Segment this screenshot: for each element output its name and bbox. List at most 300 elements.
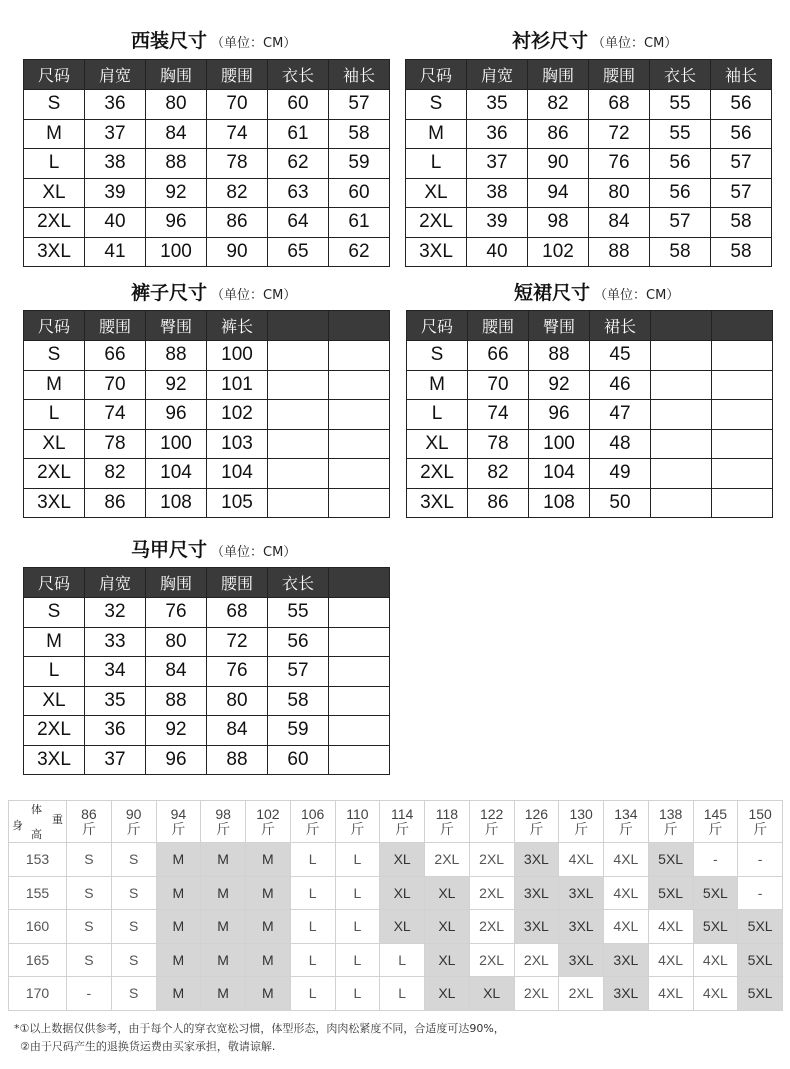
table-row bbox=[407, 370, 773, 400]
measurement-cell: 92 bbox=[146, 370, 207, 400]
height-cell: 165 bbox=[9, 943, 67, 977]
measurement-cell: 92 bbox=[146, 716, 207, 746]
measurement-cell: 74 bbox=[85, 400, 146, 430]
measurement-cell bbox=[712, 429, 773, 459]
column-header: 臀围 bbox=[146, 311, 207, 341]
table-row bbox=[406, 149, 772, 179]
recommended-size-cell: L bbox=[290, 843, 335, 877]
measurement-cell: 96 bbox=[146, 400, 207, 430]
measurement-cell: 34 bbox=[85, 657, 146, 687]
shirt-size-block bbox=[405, 26, 771, 270]
table-row bbox=[406, 237, 772, 267]
weight-header-cell bbox=[290, 801, 335, 843]
measurement-cell: 36 bbox=[85, 90, 146, 120]
measurement-cell: 94 bbox=[528, 178, 589, 208]
height-cell: 170 bbox=[9, 977, 67, 1011]
column-header bbox=[651, 311, 712, 341]
vest-size-title bbox=[131, 535, 296, 565]
recommended-size-cell: M bbox=[246, 910, 291, 944]
recommended-size-cell: - bbox=[738, 876, 783, 910]
measurement-cell: 90 bbox=[207, 237, 268, 267]
column-header bbox=[329, 568, 390, 598]
measurement-cell: 39 bbox=[467, 208, 528, 238]
measurement-cell bbox=[329, 370, 390, 400]
recommended-size-cell: S bbox=[67, 943, 112, 977]
column-header: 胸围 bbox=[146, 568, 207, 598]
recommended-size-cell: M bbox=[201, 977, 246, 1011]
measurement-cell: 58 bbox=[268, 686, 329, 716]
recommended-size-cell: M bbox=[156, 910, 201, 944]
measurement-cell: 56 bbox=[650, 178, 711, 208]
table-row bbox=[24, 459, 390, 489]
measurement-cell: 36 bbox=[467, 119, 528, 149]
measurement-cell: 64 bbox=[268, 208, 329, 238]
table-row bbox=[24, 341, 390, 371]
measurement-cell: 86 bbox=[85, 488, 146, 518]
measurement-cell: 104 bbox=[207, 459, 268, 489]
height-weight-size-reference-table bbox=[8, 800, 783, 1011]
measurement-cell: 102 bbox=[528, 237, 589, 267]
recommended-size-cell: 2XL bbox=[559, 977, 604, 1011]
weight-unit: 斤 bbox=[305, 820, 320, 837]
weight-header-cell bbox=[246, 801, 291, 843]
measurement-cell: 96 bbox=[146, 208, 207, 238]
measurement-cell: 88 bbox=[529, 341, 590, 371]
weight-unit: 斤 bbox=[529, 820, 544, 837]
recommended-size-cell: S bbox=[111, 843, 156, 877]
measurement-cell: 40 bbox=[467, 237, 528, 267]
recommended-size-cell: 4XL bbox=[604, 876, 649, 910]
size-label-cell: 3XL bbox=[24, 488, 85, 518]
skirt-title-text: 短裙尺寸 bbox=[514, 282, 591, 304]
column-header: 衣长 bbox=[268, 568, 329, 598]
weight-value: 134 bbox=[614, 805, 638, 822]
measurement-cell: 59 bbox=[329, 149, 390, 179]
measurement-cell bbox=[712, 400, 773, 430]
recommended-size-cell: - bbox=[693, 843, 738, 877]
recommended-size-cell: L bbox=[335, 943, 380, 977]
recommended-size-cell: XL bbox=[425, 943, 470, 977]
reference-row bbox=[9, 876, 783, 910]
measurement-cell: 56 bbox=[268, 627, 329, 657]
recommended-size-cell: L bbox=[335, 843, 380, 877]
table-row bbox=[407, 400, 773, 430]
measurement-cell: 82 bbox=[528, 90, 589, 120]
recommended-size-cell: XL bbox=[469, 977, 514, 1011]
pants-unit-label: （单位：CM） bbox=[211, 288, 297, 303]
measurement-cell: 103 bbox=[207, 429, 268, 459]
measurement-cell: 101 bbox=[207, 370, 268, 400]
recommended-size-cell: 2XL bbox=[514, 943, 559, 977]
recommended-size-cell: M bbox=[246, 876, 291, 910]
measurement-cell: 35 bbox=[85, 686, 146, 716]
measurement-cell: 56 bbox=[650, 149, 711, 179]
weight-value: 114 bbox=[390, 805, 414, 822]
size-notes bbox=[14, 1020, 505, 1056]
skirt-unit-label: （单位：CM） bbox=[594, 288, 680, 303]
size-label-cell: XL bbox=[24, 429, 85, 459]
size-label-cell: M bbox=[24, 627, 85, 657]
column-header: 腰围 bbox=[589, 60, 650, 90]
measurement-cell: 60 bbox=[329, 178, 390, 208]
measurement-cell bbox=[329, 657, 390, 687]
recommended-size-cell: M bbox=[156, 977, 201, 1011]
table-row bbox=[24, 149, 390, 179]
measurement-cell: 55 bbox=[268, 598, 329, 628]
recommended-size-cell: S bbox=[111, 876, 156, 910]
measurement-cell bbox=[268, 341, 329, 371]
measurement-cell: 84 bbox=[146, 119, 207, 149]
weight-header-cell bbox=[67, 801, 112, 843]
weight-header-cell bbox=[201, 801, 246, 843]
measurement-cell: 80 bbox=[146, 627, 207, 657]
column-header: 袖长 bbox=[329, 60, 390, 90]
measurement-cell: 74 bbox=[468, 400, 529, 430]
measurement-cell: 76 bbox=[589, 149, 650, 179]
recommended-size-cell: XL bbox=[425, 876, 470, 910]
recommended-size-cell: S bbox=[111, 943, 156, 977]
recommended-size-cell: S bbox=[67, 910, 112, 944]
measurement-cell: 38 bbox=[467, 178, 528, 208]
pants-size-title bbox=[131, 278, 296, 308]
weight-value: 150 bbox=[748, 805, 772, 822]
table-row bbox=[24, 237, 390, 267]
measurement-cell: 86 bbox=[528, 119, 589, 149]
measurement-cell: 46 bbox=[590, 370, 651, 400]
measurement-cell: 49 bbox=[590, 459, 651, 489]
measurement-cell: 72 bbox=[589, 119, 650, 149]
measurement-cell: 82 bbox=[207, 178, 268, 208]
recommended-size-cell: 4XL bbox=[648, 943, 693, 977]
recommended-size-cell: L bbox=[380, 943, 425, 977]
recommended-size-cell: L bbox=[335, 977, 380, 1011]
vest-unit-label: （单位：CM） bbox=[211, 545, 297, 560]
measurement-cell bbox=[268, 370, 329, 400]
skirt-size-title bbox=[514, 278, 679, 308]
recommended-size-cell: 2XL bbox=[514, 977, 559, 1011]
measurement-cell: 88 bbox=[589, 237, 650, 267]
measurement-cell: 88 bbox=[207, 745, 268, 775]
shirt-header-row bbox=[406, 60, 772, 90]
recommended-size-cell: S bbox=[67, 876, 112, 910]
size-label-cell: XL bbox=[24, 686, 85, 716]
measurement-cell: 62 bbox=[268, 149, 329, 179]
measurement-cell: 78 bbox=[85, 429, 146, 459]
size-label-cell: 2XL bbox=[406, 208, 467, 238]
recommended-size-cell: 3XL bbox=[514, 843, 559, 877]
corner-height-label-2: 高 bbox=[31, 829, 42, 841]
weight-header-cell bbox=[425, 801, 470, 843]
suit-size-block bbox=[23, 26, 389, 270]
measurement-cell bbox=[712, 488, 773, 518]
column-header bbox=[712, 311, 773, 341]
measurement-cell: 56 bbox=[711, 90, 772, 120]
note-line-1: *①以上数据仅供参考，由于每个人的穿衣宽松习惯，体型形态，肉肉松紧度不同，合适度可达90%， bbox=[14, 1022, 505, 1035]
recommended-size-cell: M bbox=[201, 876, 246, 910]
weight-header-cell bbox=[335, 801, 380, 843]
reference-corner-cell bbox=[9, 801, 67, 843]
measurement-cell: 32 bbox=[85, 598, 146, 628]
skirt-size-block bbox=[406, 278, 772, 522]
measurement-cell: 58 bbox=[711, 208, 772, 238]
measurement-cell: 96 bbox=[146, 745, 207, 775]
table-row bbox=[406, 90, 772, 120]
measurement-cell: 78 bbox=[207, 149, 268, 179]
measurement-cell: 80 bbox=[207, 686, 268, 716]
measurement-cell bbox=[712, 370, 773, 400]
vest-header-row bbox=[24, 568, 390, 598]
note-line-2: ②由于尺码产生的退换货运费由买家承担，敬请谅解. bbox=[20, 1040, 276, 1053]
recommended-size-cell: - bbox=[67, 977, 112, 1011]
measurement-cell bbox=[329, 745, 390, 775]
recommended-size-cell: XL bbox=[380, 876, 425, 910]
measurement-cell: 66 bbox=[85, 341, 146, 371]
size-label-cell: S bbox=[406, 90, 467, 120]
suit-size-title bbox=[131, 26, 296, 56]
measurement-cell: 41 bbox=[85, 237, 146, 267]
table-row bbox=[24, 716, 390, 746]
weight-header-cell bbox=[604, 801, 649, 843]
recommended-size-cell: 4XL bbox=[693, 977, 738, 1011]
size-label-cell: L bbox=[24, 400, 85, 430]
recommended-size-cell: XL bbox=[380, 910, 425, 944]
weight-value: 102 bbox=[256, 805, 280, 822]
measurement-cell: 86 bbox=[207, 208, 268, 238]
recommended-size-cell: L bbox=[290, 876, 335, 910]
measurement-cell: 74 bbox=[207, 119, 268, 149]
reference-row bbox=[9, 977, 783, 1011]
recommended-size-cell: M bbox=[156, 876, 201, 910]
measurement-cell bbox=[651, 459, 712, 489]
measurement-cell: 100 bbox=[146, 429, 207, 459]
measurement-cell: 100 bbox=[207, 341, 268, 371]
measurement-cell: 37 bbox=[85, 119, 146, 149]
weight-unit: 斤 bbox=[663, 820, 678, 837]
height-cell: 155 bbox=[9, 876, 67, 910]
column-header: 腰围 bbox=[207, 60, 268, 90]
measurement-cell: 61 bbox=[268, 119, 329, 149]
weight-unit: 斤 bbox=[171, 820, 186, 837]
measurement-cell: 70 bbox=[468, 370, 529, 400]
measurement-cell bbox=[329, 459, 390, 489]
table-row bbox=[407, 341, 773, 371]
measurement-cell: 33 bbox=[85, 627, 146, 657]
measurement-cell: 60 bbox=[268, 745, 329, 775]
measurement-cell: 70 bbox=[85, 370, 146, 400]
measurement-cell: 84 bbox=[589, 208, 650, 238]
measurement-cell bbox=[329, 716, 390, 746]
recommended-size-cell: 5XL bbox=[738, 910, 783, 944]
recommended-size-cell: L bbox=[290, 943, 335, 977]
suit-header-row bbox=[24, 60, 390, 90]
measurement-cell: 92 bbox=[146, 178, 207, 208]
size-label-cell: S bbox=[24, 598, 85, 628]
column-header: 尺码 bbox=[24, 568, 85, 598]
weight-value: 110 bbox=[346, 805, 369, 822]
recommended-size-cell: 5XL bbox=[693, 910, 738, 944]
recommended-size-cell: XL bbox=[380, 843, 425, 877]
vest-size-block bbox=[23, 535, 389, 779]
measurement-cell: 58 bbox=[650, 237, 711, 267]
size-label-cell: S bbox=[24, 90, 85, 120]
table-row bbox=[24, 657, 390, 687]
measurement-cell: 37 bbox=[467, 149, 528, 179]
measurement-cell: 72 bbox=[207, 627, 268, 657]
measurement-cell: 61 bbox=[329, 208, 390, 238]
recommended-size-cell: L bbox=[290, 977, 335, 1011]
measurement-cell: 47 bbox=[590, 400, 651, 430]
recommended-size-cell: 5XL bbox=[738, 977, 783, 1011]
recommended-size-cell: 3XL bbox=[514, 876, 559, 910]
measurement-cell: 88 bbox=[146, 149, 207, 179]
measurement-cell: 90 bbox=[528, 149, 589, 179]
measurement-cell: 36 bbox=[85, 716, 146, 746]
recommended-size-cell: S bbox=[67, 843, 112, 877]
measurement-cell bbox=[329, 686, 390, 716]
size-label-cell: 2XL bbox=[407, 459, 468, 489]
table-row bbox=[24, 598, 390, 628]
recommended-size-cell: 3XL bbox=[559, 876, 604, 910]
column-header bbox=[329, 311, 390, 341]
measurement-cell bbox=[268, 400, 329, 430]
measurement-cell: 96 bbox=[529, 400, 590, 430]
size-label-cell: M bbox=[407, 370, 468, 400]
measurement-cell bbox=[651, 341, 712, 371]
table-row bbox=[407, 459, 773, 489]
table-row bbox=[24, 627, 390, 657]
size-label-cell: 2XL bbox=[24, 459, 85, 489]
recommended-size-cell: - bbox=[738, 843, 783, 877]
measurement-cell: 78 bbox=[468, 429, 529, 459]
weight-value: 90 bbox=[125, 805, 142, 822]
column-header: 尺码 bbox=[407, 311, 468, 341]
corner-weight-label-2: 重 bbox=[52, 814, 63, 826]
measurement-cell: 100 bbox=[146, 237, 207, 267]
column-header: 尺码 bbox=[406, 60, 467, 90]
measurement-cell: 55 bbox=[650, 90, 711, 120]
weight-unit: 斤 bbox=[708, 820, 723, 837]
corner-weight-label-1: 体 bbox=[31, 804, 42, 816]
measurement-cell: 82 bbox=[468, 459, 529, 489]
measurement-cell: 38 bbox=[85, 149, 146, 179]
column-header: 裤长 bbox=[207, 311, 268, 341]
measurement-cell bbox=[651, 400, 712, 430]
corner-height-label-1: 身 bbox=[12, 820, 23, 832]
measurement-cell: 84 bbox=[146, 657, 207, 687]
measurement-cell: 57 bbox=[711, 149, 772, 179]
measurement-cell: 76 bbox=[146, 598, 207, 628]
recommended-size-cell: L bbox=[335, 876, 380, 910]
weight-unit: 斤 bbox=[753, 820, 768, 837]
table-row bbox=[24, 119, 390, 149]
column-header bbox=[268, 311, 329, 341]
recommended-size-cell: L bbox=[335, 910, 380, 944]
recommended-size-cell: M bbox=[201, 843, 246, 877]
column-header: 衣长 bbox=[650, 60, 711, 90]
measurement-cell: 82 bbox=[85, 459, 146, 489]
weight-value: 145 bbox=[703, 805, 728, 822]
pants-size-table bbox=[23, 310, 390, 518]
measurement-cell: 68 bbox=[207, 598, 268, 628]
weight-unit: 斤 bbox=[395, 820, 410, 837]
recommended-size-cell: M bbox=[156, 843, 201, 877]
measurement-cell bbox=[329, 488, 390, 518]
measurement-cell: 66 bbox=[468, 341, 529, 371]
recommended-size-cell: 2XL bbox=[469, 943, 514, 977]
recommended-size-cell: 3XL bbox=[604, 977, 649, 1011]
measurement-cell: 80 bbox=[589, 178, 650, 208]
measurement-cell bbox=[329, 341, 390, 371]
measurement-cell: 60 bbox=[268, 90, 329, 120]
table-row bbox=[406, 208, 772, 238]
measurement-cell: 58 bbox=[329, 119, 390, 149]
measurement-cell: 88 bbox=[146, 686, 207, 716]
measurement-cell: 80 bbox=[146, 90, 207, 120]
table-row bbox=[24, 370, 390, 400]
size-label-cell: 3XL bbox=[24, 237, 85, 267]
measurement-cell bbox=[712, 341, 773, 371]
measurement-cell: 50 bbox=[590, 488, 651, 518]
recommended-size-cell: 4XL bbox=[604, 843, 649, 877]
weight-unit: 斤 bbox=[216, 820, 231, 837]
column-header: 腰围 bbox=[85, 311, 146, 341]
weight-value: 86 bbox=[81, 805, 97, 822]
size-label-cell: 2XL bbox=[24, 716, 85, 746]
measurement-cell: 48 bbox=[590, 429, 651, 459]
table-row bbox=[24, 745, 390, 775]
size-label-cell: XL bbox=[406, 178, 467, 208]
column-header: 臀围 bbox=[529, 311, 590, 341]
recommended-size-cell: M bbox=[246, 977, 291, 1011]
size-label-cell: L bbox=[407, 400, 468, 430]
recommended-size-cell: M bbox=[246, 843, 291, 877]
column-header: 裙长 bbox=[590, 311, 651, 341]
table-row bbox=[24, 400, 390, 430]
recommended-size-cell: L bbox=[380, 977, 425, 1011]
weight-unit: 斤 bbox=[439, 820, 454, 837]
recommended-size-cell: 3XL bbox=[559, 943, 604, 977]
measurement-cell: 59 bbox=[268, 716, 329, 746]
size-label-cell: XL bbox=[407, 429, 468, 459]
recommended-size-cell: S bbox=[111, 977, 156, 1011]
reference-header-row bbox=[9, 801, 783, 843]
recommended-size-cell: 5XL bbox=[693, 876, 738, 910]
size-label-cell: S bbox=[24, 341, 85, 371]
measurement-cell bbox=[268, 488, 329, 518]
column-header: 腰围 bbox=[468, 311, 529, 341]
weight-unit: 斤 bbox=[574, 820, 589, 837]
measurement-cell: 108 bbox=[529, 488, 590, 518]
recommended-size-cell: XL bbox=[425, 910, 470, 944]
weight-header-cell bbox=[156, 801, 201, 843]
measurement-cell: 55 bbox=[650, 119, 711, 149]
recommended-size-cell: M bbox=[201, 943, 246, 977]
recommended-size-cell: 4XL bbox=[648, 910, 693, 944]
measurement-cell: 68 bbox=[589, 90, 650, 120]
recommended-size-cell: 5XL bbox=[648, 843, 693, 877]
weight-header-cell bbox=[514, 801, 559, 843]
measurement-cell: 76 bbox=[207, 657, 268, 687]
column-header: 肩宽 bbox=[85, 568, 146, 598]
recommended-size-cell: 2XL bbox=[425, 843, 470, 877]
measurement-cell bbox=[329, 598, 390, 628]
recommended-size-cell: L bbox=[290, 910, 335, 944]
measurement-cell bbox=[651, 488, 712, 518]
weight-header-cell bbox=[111, 801, 156, 843]
recommended-size-cell: 4XL bbox=[648, 977, 693, 1011]
weight-value: 118 bbox=[435, 805, 459, 822]
size-label-cell: L bbox=[24, 149, 85, 179]
